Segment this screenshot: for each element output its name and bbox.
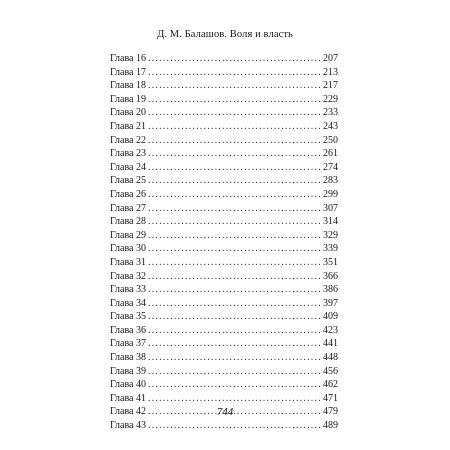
toc-entry (110, 310, 338, 324)
toc-entry (110, 52, 338, 66)
toc-entry-label: Глава 17 (110, 66, 146, 78)
toc-entry (110, 351, 338, 365)
toc-entry-label: Глава 16 (110, 53, 146, 64)
toc-entry-page: 207 (323, 53, 338, 64)
toc-entry-page: 471 (323, 392, 338, 404)
toc-entry-label: Глава 35 (110, 311, 146, 323)
toc-entry (110, 270, 338, 284)
toc-dot-leader (148, 256, 322, 270)
toc-dot-leader (148, 419, 322, 433)
toc-entry (110, 229, 338, 243)
toc-entry (110, 297, 338, 311)
toc-entry (110, 120, 338, 134)
toc-entry-label: Глава 25 (110, 175, 146, 187)
toc-entry-page: 409 (323, 311, 338, 323)
toc-dot-leader (148, 52, 322, 66)
toc-entry (110, 202, 338, 216)
toc-dot-leader (148, 93, 322, 107)
toc-dot-leader (148, 351, 322, 365)
toc-entry-page: 489 (323, 420, 338, 432)
toc-dot-leader (148, 365, 322, 379)
toc-dot-leader (148, 147, 322, 161)
toc-entry-page: 456 (323, 365, 338, 377)
toc-entry-page: 423 (323, 324, 338, 336)
toc-entry-label: Глава 28 (110, 216, 146, 228)
toc-entry (110, 161, 338, 175)
toc-entry (110, 337, 338, 351)
toc-entry (110, 134, 338, 148)
toc-dot-leader (148, 270, 322, 284)
toc-dot-leader (148, 106, 322, 120)
toc-entry-label: Глава 23 (110, 148, 146, 160)
toc-entry (110, 215, 338, 229)
toc-dot-leader (148, 297, 322, 311)
toc-entry-page: 397 (323, 297, 338, 309)
toc-entry (110, 242, 338, 256)
toc-entry-label: Глава 20 (110, 107, 146, 119)
toc-entry-page: 351 (323, 256, 338, 268)
toc-entry-page: 441 (323, 338, 338, 350)
toc-entry (110, 419, 338, 433)
toc-entry-page: 479 (323, 406, 338, 418)
toc-entry-label: Глава 21 (110, 120, 146, 132)
toc-entry-label: Глава 30 (110, 243, 146, 255)
toc-entry-label: Глава 38 (110, 352, 146, 364)
toc-entry-page: 229 (323, 93, 338, 105)
toc-entry-page: 307 (323, 202, 338, 214)
toc-entry-label: Глава 24 (110, 161, 146, 173)
toc-dot-leader (148, 324, 322, 338)
toc-entry-page: 261 (323, 148, 338, 160)
toc-entry-label: Глава 32 (110, 270, 146, 282)
toc-entry-label: Глава 19 (110, 93, 146, 105)
toc-entry-label: Глава 34 (110, 297, 146, 309)
toc-entry (110, 392, 338, 406)
toc-dot-leader (148, 337, 322, 351)
toc-entry-page: 243 (323, 120, 338, 132)
toc-entry-page: 274 (323, 161, 338, 173)
toc-dot-leader (148, 215, 322, 229)
toc-entry (110, 174, 338, 188)
toc-entry-page: 329 (323, 229, 338, 241)
toc-entry-page: 283 (323, 175, 338, 187)
toc-entry-label: Глава 39 (110, 365, 146, 377)
toc-dot-leader (148, 174, 322, 188)
toc-entry-label: Глава 42 (110, 406, 146, 418)
toc-dot-leader (148, 161, 322, 175)
toc-entry (110, 283, 338, 297)
page-number: 744 (216, 406, 234, 418)
toc-entry-label: Глава 22 (110, 134, 146, 146)
toc-entry-page: 462 (323, 379, 338, 391)
toc-entry-page: 386 (323, 284, 338, 296)
toc-entry-page: 314 (323, 216, 338, 228)
toc-entry-page: 299 (323, 188, 338, 200)
toc-dot-leader (148, 229, 322, 243)
toc-entry (110, 365, 338, 379)
toc-entry-label: Глава 43 (110, 420, 146, 432)
toc-dot-leader (148, 283, 322, 297)
toc-entry (110, 378, 338, 392)
toc-entry (110, 79, 338, 93)
toc-entry-label: Глава 33 (110, 284, 146, 296)
toc-entry-label: Глава 18 (110, 80, 146, 92)
toc-entry-page: 250 (323, 134, 338, 146)
toc-dot-leader (148, 202, 322, 216)
toc-entry-label: Глава 37 (110, 338, 146, 350)
toc-entry-page: 217 (323, 80, 338, 92)
toc-entry-label: Глава 26 (110, 188, 146, 200)
toc-entry (110, 324, 338, 338)
toc-entry (110, 188, 338, 202)
toc-entry-label: Глава 29 (110, 229, 146, 241)
toc-entry-label: Глава 27 (110, 202, 146, 214)
toc-entry-page: 366 (323, 270, 338, 282)
toc-dot-leader (148, 378, 322, 392)
toc-entry-label: Глава 41 (110, 392, 146, 404)
toc-entry (110, 256, 338, 270)
toc-entry (110, 147, 338, 161)
running-head-title: Д. М. Балашов. Воля и власть (157, 29, 293, 40)
toc-dot-leader (148, 120, 322, 134)
toc-dot-leader (148, 188, 322, 202)
toc-entry (110, 66, 338, 80)
toc-entry-page: 233 (323, 107, 338, 119)
toc-entry-page: 448 (323, 352, 338, 364)
toc-dot-leader (148, 66, 322, 80)
toc-dot-leader (148, 134, 322, 148)
toc-entry-page: 213 (323, 66, 338, 78)
toc-dot-leader (148, 79, 322, 93)
toc-entry-label: Глава 40 (110, 379, 146, 391)
toc-entry-label: Глава 31 (110, 256, 146, 268)
toc-dot-leader (148, 242, 322, 256)
toc-entry-label: Глава 36 (110, 324, 146, 336)
toc-entry (110, 93, 338, 107)
toc-entry-page: 339 (323, 243, 338, 255)
toc-entry (110, 106, 338, 120)
toc-dot-leader (148, 310, 322, 324)
table-of-contents (110, 52, 338, 433)
toc-dot-leader (148, 392, 322, 406)
